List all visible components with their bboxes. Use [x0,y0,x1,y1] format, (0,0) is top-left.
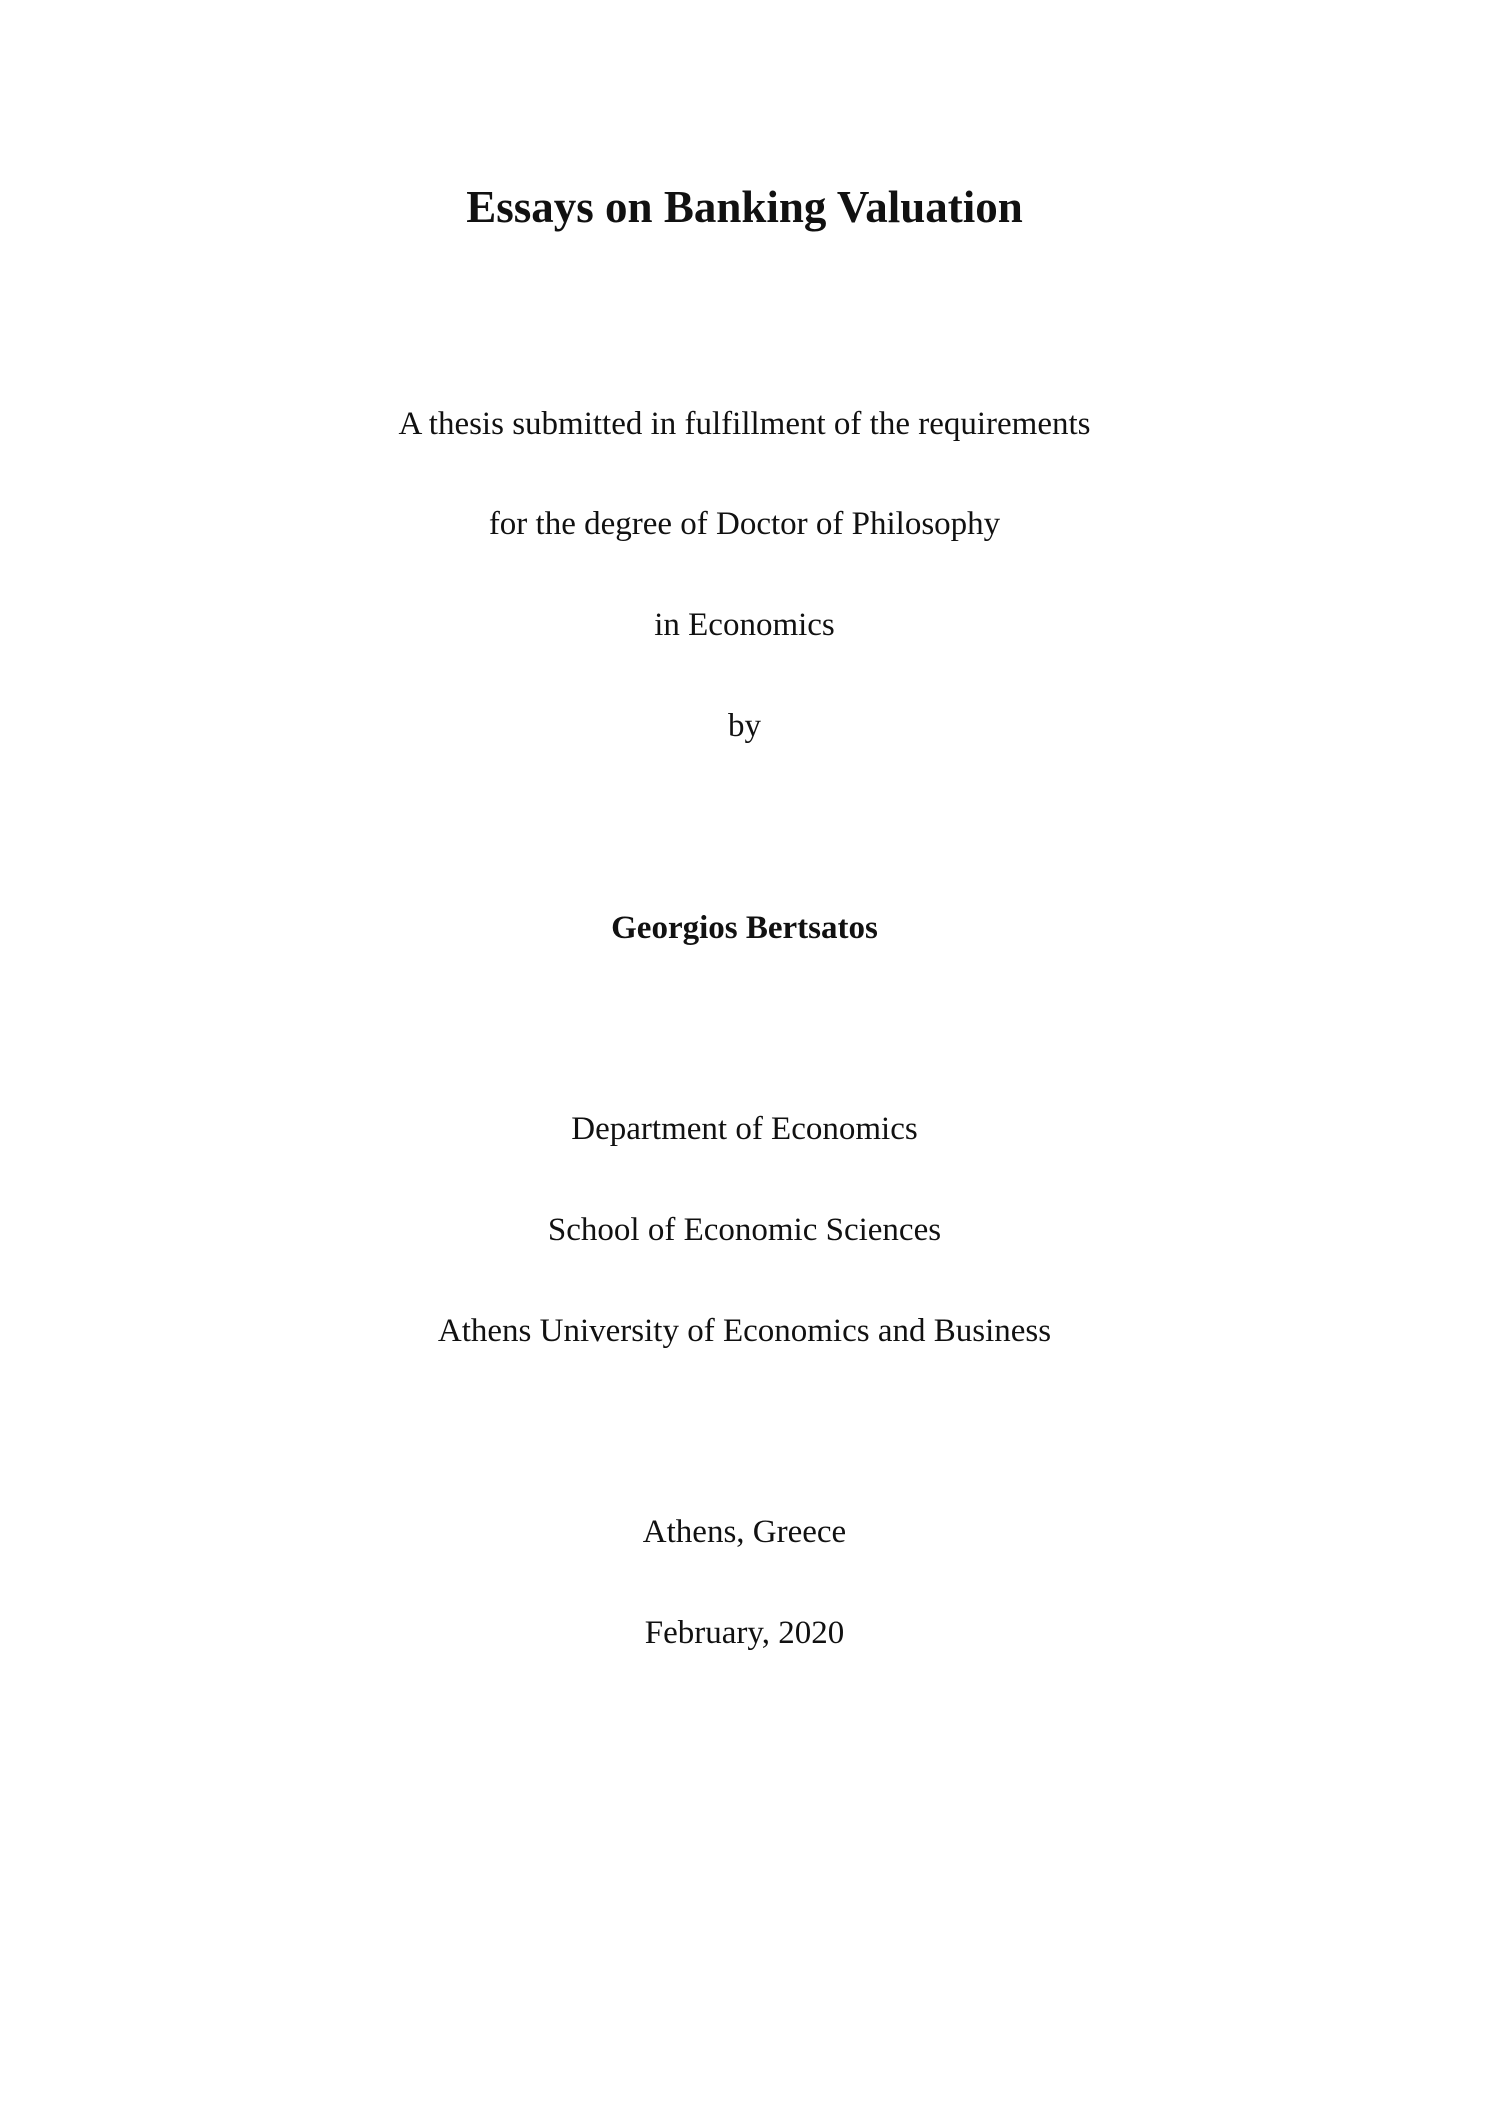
place: Athens, Greece [642,1514,847,1550]
submission-statement-by: by [728,708,761,744]
department: Department of Economics [571,1111,918,1147]
university: Athens University of Economics and Business [437,1313,1052,1349]
submission-statement-line-2: for the degree of Doctor of Philosophy [488,506,1001,542]
submission-statement-line-3: in Economics [654,607,835,643]
submission-statement-line-1: A thesis submitted in fulfillment of the requirements [398,406,1091,442]
school: School of Economic Sciences [547,1212,942,1248]
author-name: Georgios Bertsatos [611,910,878,946]
date: February, 2020 [644,1615,845,1651]
thesis-title: Essays on Banking Valuation [466,182,1023,232]
